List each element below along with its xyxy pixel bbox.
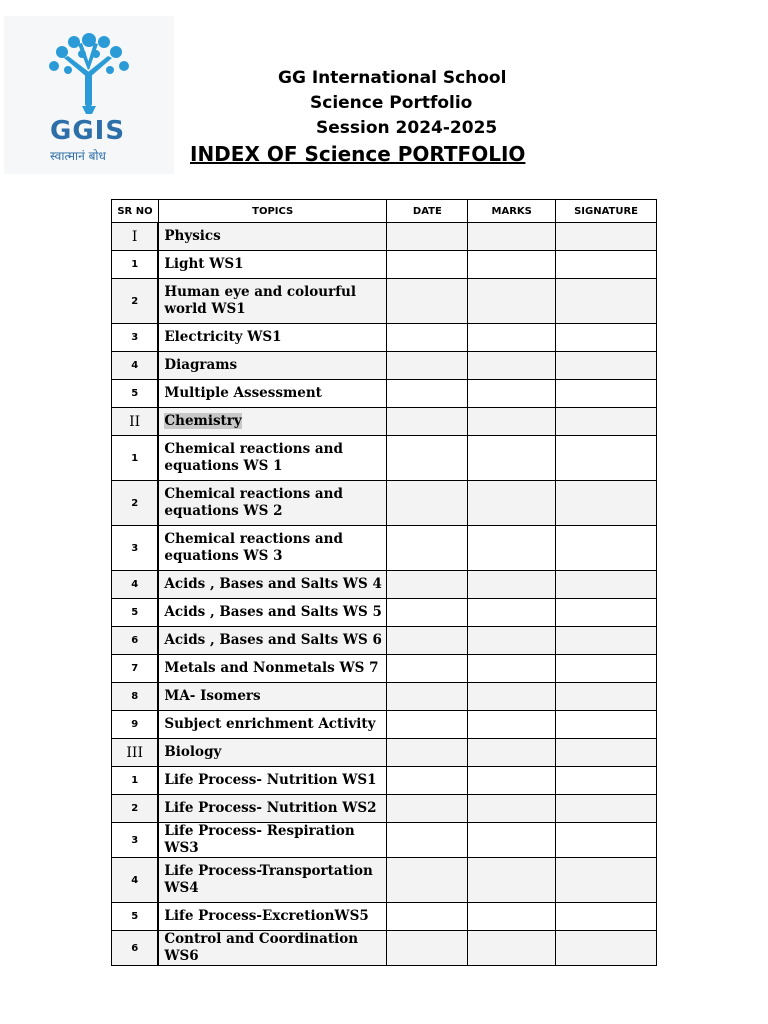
signature-cell xyxy=(556,571,657,599)
marks-cell xyxy=(468,858,556,903)
sr-no-cell: 2 xyxy=(112,795,159,823)
table-row xyxy=(112,223,657,251)
table-row xyxy=(112,795,657,823)
column-header-topics: TOPICS xyxy=(158,200,387,223)
date-cell xyxy=(387,436,468,481)
marks-cell xyxy=(468,823,556,858)
sr-no-cell: 5 xyxy=(112,599,159,627)
topic-cell: Light WS1 xyxy=(158,251,387,279)
date-cell xyxy=(387,683,468,711)
logo-brand: GGIS xyxy=(50,116,126,146)
signature-cell xyxy=(556,324,657,352)
date-cell xyxy=(387,251,468,279)
sr-no-cell: 5 xyxy=(112,380,159,408)
date-cell xyxy=(387,767,468,795)
table-row xyxy=(112,767,657,795)
marks-cell xyxy=(468,767,556,795)
sr-no-cell: 1 xyxy=(112,436,159,481)
topic-cell: Biology xyxy=(158,739,387,767)
sr-no-cell: 6 xyxy=(112,931,159,966)
signature-cell xyxy=(556,526,657,571)
marks-cell xyxy=(468,352,556,380)
signature-cell xyxy=(556,380,657,408)
table-row xyxy=(112,352,657,380)
sr-no-cell: 3 xyxy=(112,526,159,571)
portfolio-subject: Science Portfolio xyxy=(310,93,473,113)
column-header-marks: MARKS xyxy=(468,200,556,223)
sr-no-cell: 1 xyxy=(112,251,159,279)
topic-cell: Multiple Assessment xyxy=(158,380,387,408)
date-cell xyxy=(387,903,468,931)
date-cell xyxy=(387,279,468,324)
marks-cell xyxy=(468,251,556,279)
table-row xyxy=(112,571,657,599)
signature-cell xyxy=(556,223,657,251)
table-row xyxy=(112,380,657,408)
topic-cell: MA- Isomers xyxy=(158,683,387,711)
date-cell xyxy=(387,324,468,352)
date-cell xyxy=(387,627,468,655)
topic-cell: Control and Coordination WS6 xyxy=(158,931,387,966)
table-row xyxy=(112,903,657,931)
marks-cell xyxy=(468,599,556,627)
date-cell xyxy=(387,599,468,627)
signature-cell xyxy=(556,627,657,655)
marks-cell xyxy=(468,711,556,739)
table-row xyxy=(112,627,657,655)
signature-cell xyxy=(556,352,657,380)
marks-cell xyxy=(468,481,556,526)
marks-cell xyxy=(468,795,556,823)
table-row xyxy=(112,711,657,739)
table-row xyxy=(112,251,657,279)
marks-cell xyxy=(468,380,556,408)
sr-no-cell: 4 xyxy=(112,352,159,380)
signature-cell xyxy=(556,767,657,795)
marks-cell xyxy=(468,526,556,571)
highlighted-topic: Chemistry xyxy=(164,413,242,429)
signature-cell xyxy=(556,795,657,823)
topic-cell: Life Process- Nutrition WS2 xyxy=(158,795,387,823)
topic-cell: Acids , Bases and Salts WS 4 xyxy=(158,571,387,599)
topic-cell xyxy=(158,408,387,436)
signature-cell xyxy=(556,683,657,711)
sr-no-cell: 7 xyxy=(112,655,159,683)
sr-no-cell: 9 xyxy=(112,711,159,739)
topic-cell: Electricity WS1 xyxy=(158,324,387,352)
table-row xyxy=(112,823,657,858)
table-row xyxy=(112,324,657,352)
date-cell xyxy=(387,739,468,767)
session-label: Session 2024-2025 xyxy=(316,118,498,138)
sr-no-cell: 3 xyxy=(112,823,159,858)
table-row xyxy=(112,599,657,627)
topic-cell: Life Process-ExcretionWS5 xyxy=(158,903,387,931)
index-table xyxy=(111,199,657,966)
date-cell xyxy=(387,408,468,436)
date-cell xyxy=(387,526,468,571)
topic-cell: Metals and Nonmetals WS 7 xyxy=(158,655,387,683)
date-cell xyxy=(387,858,468,903)
tree-icon xyxy=(44,30,134,116)
table-row xyxy=(112,436,657,481)
column-header-signature: SIGNATURE xyxy=(556,200,657,223)
index-title: INDEX OF Science PORTFOLIO xyxy=(190,142,526,166)
marks-cell xyxy=(468,571,556,599)
date-cell xyxy=(387,571,468,599)
table-row xyxy=(112,408,657,436)
table-row xyxy=(112,526,657,571)
sr-no-cell: 1 xyxy=(112,767,159,795)
table-row xyxy=(112,739,657,767)
signature-cell xyxy=(556,739,657,767)
topic-cell: Life Process- Respiration WS3 xyxy=(158,823,387,858)
topic-cell: Physics xyxy=(158,223,387,251)
school-name: GG International School xyxy=(278,68,507,88)
sr-no-cell: 2 xyxy=(112,279,159,324)
table-header-row xyxy=(112,200,657,223)
sr-no-cell: 5 xyxy=(112,903,159,931)
marks-cell xyxy=(468,408,556,436)
column-header-sr-no: SR NO xyxy=(112,200,159,223)
signature-cell xyxy=(556,481,657,526)
table-row xyxy=(112,279,657,324)
table-row xyxy=(112,858,657,903)
date-cell xyxy=(387,711,468,739)
signature-cell xyxy=(556,279,657,324)
signature-cell xyxy=(556,823,657,858)
sr-no-cell: III xyxy=(112,739,159,767)
school-logo xyxy=(4,16,174,174)
date-cell xyxy=(387,223,468,251)
sr-no-cell: 4 xyxy=(112,858,159,903)
topic-cell: Chemical reactions and equations WS 1 xyxy=(158,436,387,481)
sr-no-cell: 8 xyxy=(112,683,159,711)
sr-no-cell: 2 xyxy=(112,481,159,526)
logo-tagline: स्वात्मानं बोध xyxy=(50,149,106,163)
marks-cell xyxy=(468,683,556,711)
sr-no-cell: 4 xyxy=(112,571,159,599)
signature-cell xyxy=(556,655,657,683)
date-cell xyxy=(387,823,468,858)
column-header-date: DATE xyxy=(387,200,468,223)
sr-no-cell: II xyxy=(112,408,159,436)
sr-no-cell: I xyxy=(112,223,159,251)
marks-cell xyxy=(468,324,556,352)
topic-cell: Subject enrichment Activity xyxy=(158,711,387,739)
marks-cell xyxy=(468,223,556,251)
marks-cell xyxy=(468,931,556,966)
signature-cell xyxy=(556,408,657,436)
table-row xyxy=(112,931,657,966)
marks-cell xyxy=(468,279,556,324)
date-cell xyxy=(387,481,468,526)
table-row xyxy=(112,683,657,711)
topic-cell: Life Process- Nutrition WS1 xyxy=(158,767,387,795)
topic-cell: Chemical reactions and equations WS 3 xyxy=(158,526,387,571)
signature-cell xyxy=(556,599,657,627)
sr-no-cell: 6 xyxy=(112,627,159,655)
topic-cell: Life Process-Transportation WS4 xyxy=(158,858,387,903)
date-cell xyxy=(387,931,468,966)
marks-cell xyxy=(468,903,556,931)
date-cell xyxy=(387,795,468,823)
date-cell xyxy=(387,352,468,380)
topic-cell: Human eye and colourful world WS1 xyxy=(158,279,387,324)
signature-cell xyxy=(556,251,657,279)
table-row xyxy=(112,655,657,683)
signature-cell xyxy=(556,903,657,931)
topic-cell: Diagrams xyxy=(158,352,387,380)
topic-cell: Chemical reactions and equations WS 2 xyxy=(158,481,387,526)
signature-cell xyxy=(556,436,657,481)
marks-cell xyxy=(468,436,556,481)
signature-cell xyxy=(556,858,657,903)
sr-no-cell: 3 xyxy=(112,324,159,352)
topic-cell: Acids , Bases and Salts WS 5 xyxy=(158,599,387,627)
marks-cell xyxy=(468,739,556,767)
marks-cell xyxy=(468,627,556,655)
topic-cell: Acids , Bases and Salts WS 6 xyxy=(158,627,387,655)
table-row xyxy=(112,481,657,526)
date-cell xyxy=(387,380,468,408)
signature-cell xyxy=(556,931,657,966)
date-cell xyxy=(387,655,468,683)
marks-cell xyxy=(468,655,556,683)
signature-cell xyxy=(556,711,657,739)
